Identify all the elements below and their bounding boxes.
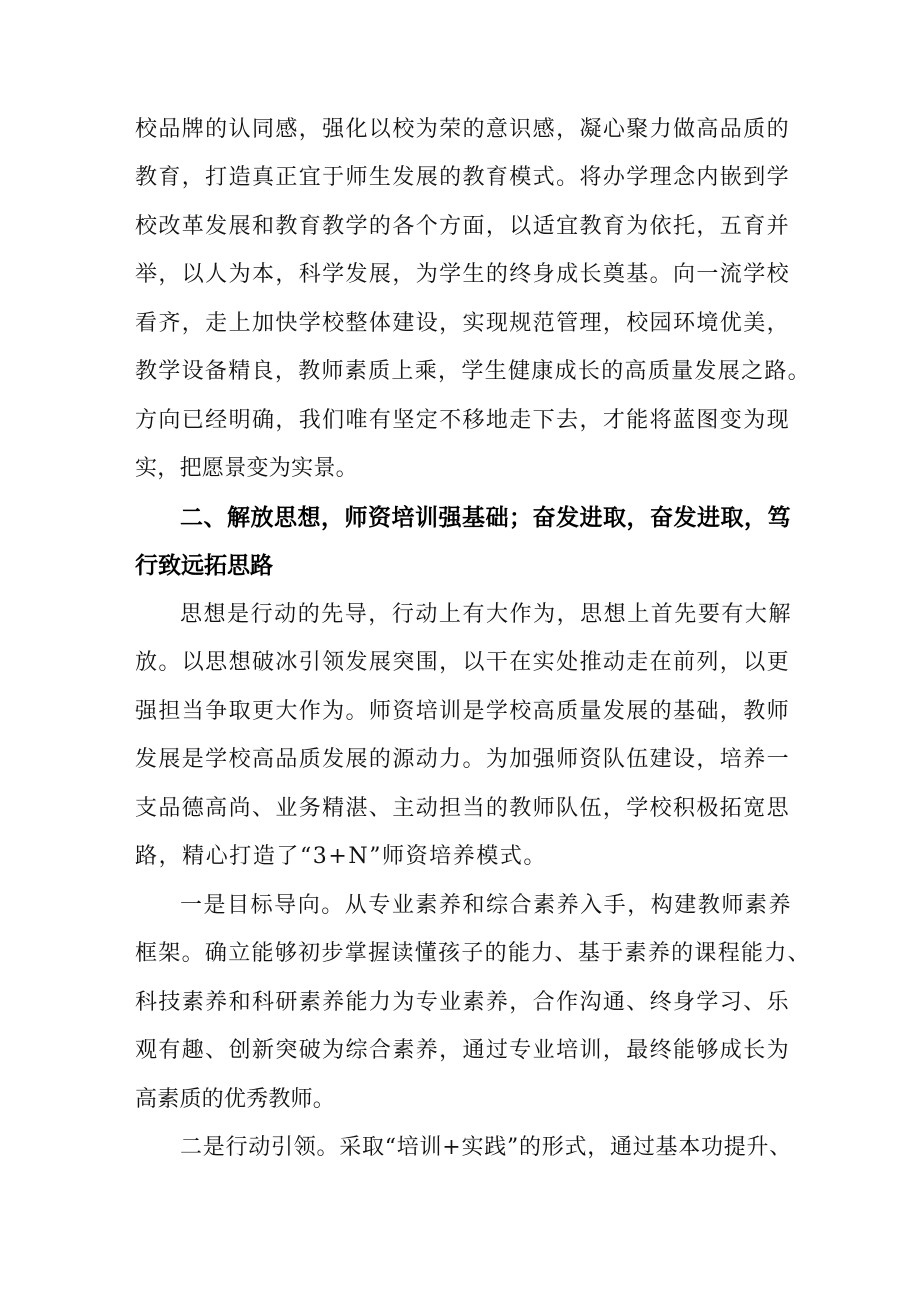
body-text-line: 框架。确立能够初步掌握读懂孩子的能力、基于素养的课程能力、 (135, 941, 811, 966)
body-text-line: 观有趣、创新突破为综合素养，通过专业培训，最终能够成长为 (135, 1038, 790, 1063)
body-text-line: 校品牌的认同感，强化以校为荣的意识感，凝心聚力做高品质的 (135, 117, 790, 142)
body-text-line: 方向已经明确，我们唯有坚定不移地走下去，才能将蓝图变为现 (135, 408, 790, 433)
body-text-line: 举，以人为本，科学发展，为学生的终身成长奠基。向一流学校 (135, 262, 790, 287)
section-heading-line: 二、解放思想，师资培训强基础；奋发进取，奋发进取，笃 (180, 505, 791, 531)
body-text-line: 教学设备精良，教师素质上乘，学生健康成长的高质量发展之路。 (135, 359, 811, 384)
body-text-line: 科技素养和科研素养能力为专业素养，合作沟通、终身学习、乐 (135, 990, 790, 1015)
body-text-line: 路，精心打造了“3+N”师资培养模式。 (135, 844, 547, 869)
body-text-line: 校改革发展和教育教学的各个方面，以适宜教育为依托，五育并 (135, 214, 790, 239)
body-text-line: 思想是行动的先导，行动上有大作为，思想上首先要有大解 (180, 602, 792, 627)
body-text-line: 高素质的优秀教师。 (135, 1087, 335, 1112)
body-text-line: 二是行动引领。采取“培训+实践”的形式，通过基本功提升、 (180, 1135, 792, 1160)
body-text-line: 看齐，走上加快学校整体建设，实现规范管理，校园环境优美， (135, 311, 790, 336)
body-text-line: 支品德高尚、业务精湛、主动担当的教师队伍，学校积极拓宽思 (135, 796, 790, 821)
body-text-line: 放。以思想破冰引领发展突围，以干在实处推动走在前列，以更 (135, 650, 790, 675)
body-text-line: 强担当争取更大作为。师资培训是学校高质量发展的基础，教师 (135, 699, 790, 724)
body-text-line: 一是目标导向。从专业素养和综合素养入手，构建教师素养 (180, 893, 792, 918)
body-text-line: 教育，打造真正宜于师生发展的教育模式。将办学理念内嵌到学 (135, 165, 790, 190)
body-text-line: 实，把愿景变为实景。 (135, 456, 358, 481)
section-heading-line: 行致远拓思路 (135, 553, 273, 579)
body-text-line: 发展是学校高品质发展的源动力。为加强师资队伍建设，培养一 (135, 747, 790, 772)
